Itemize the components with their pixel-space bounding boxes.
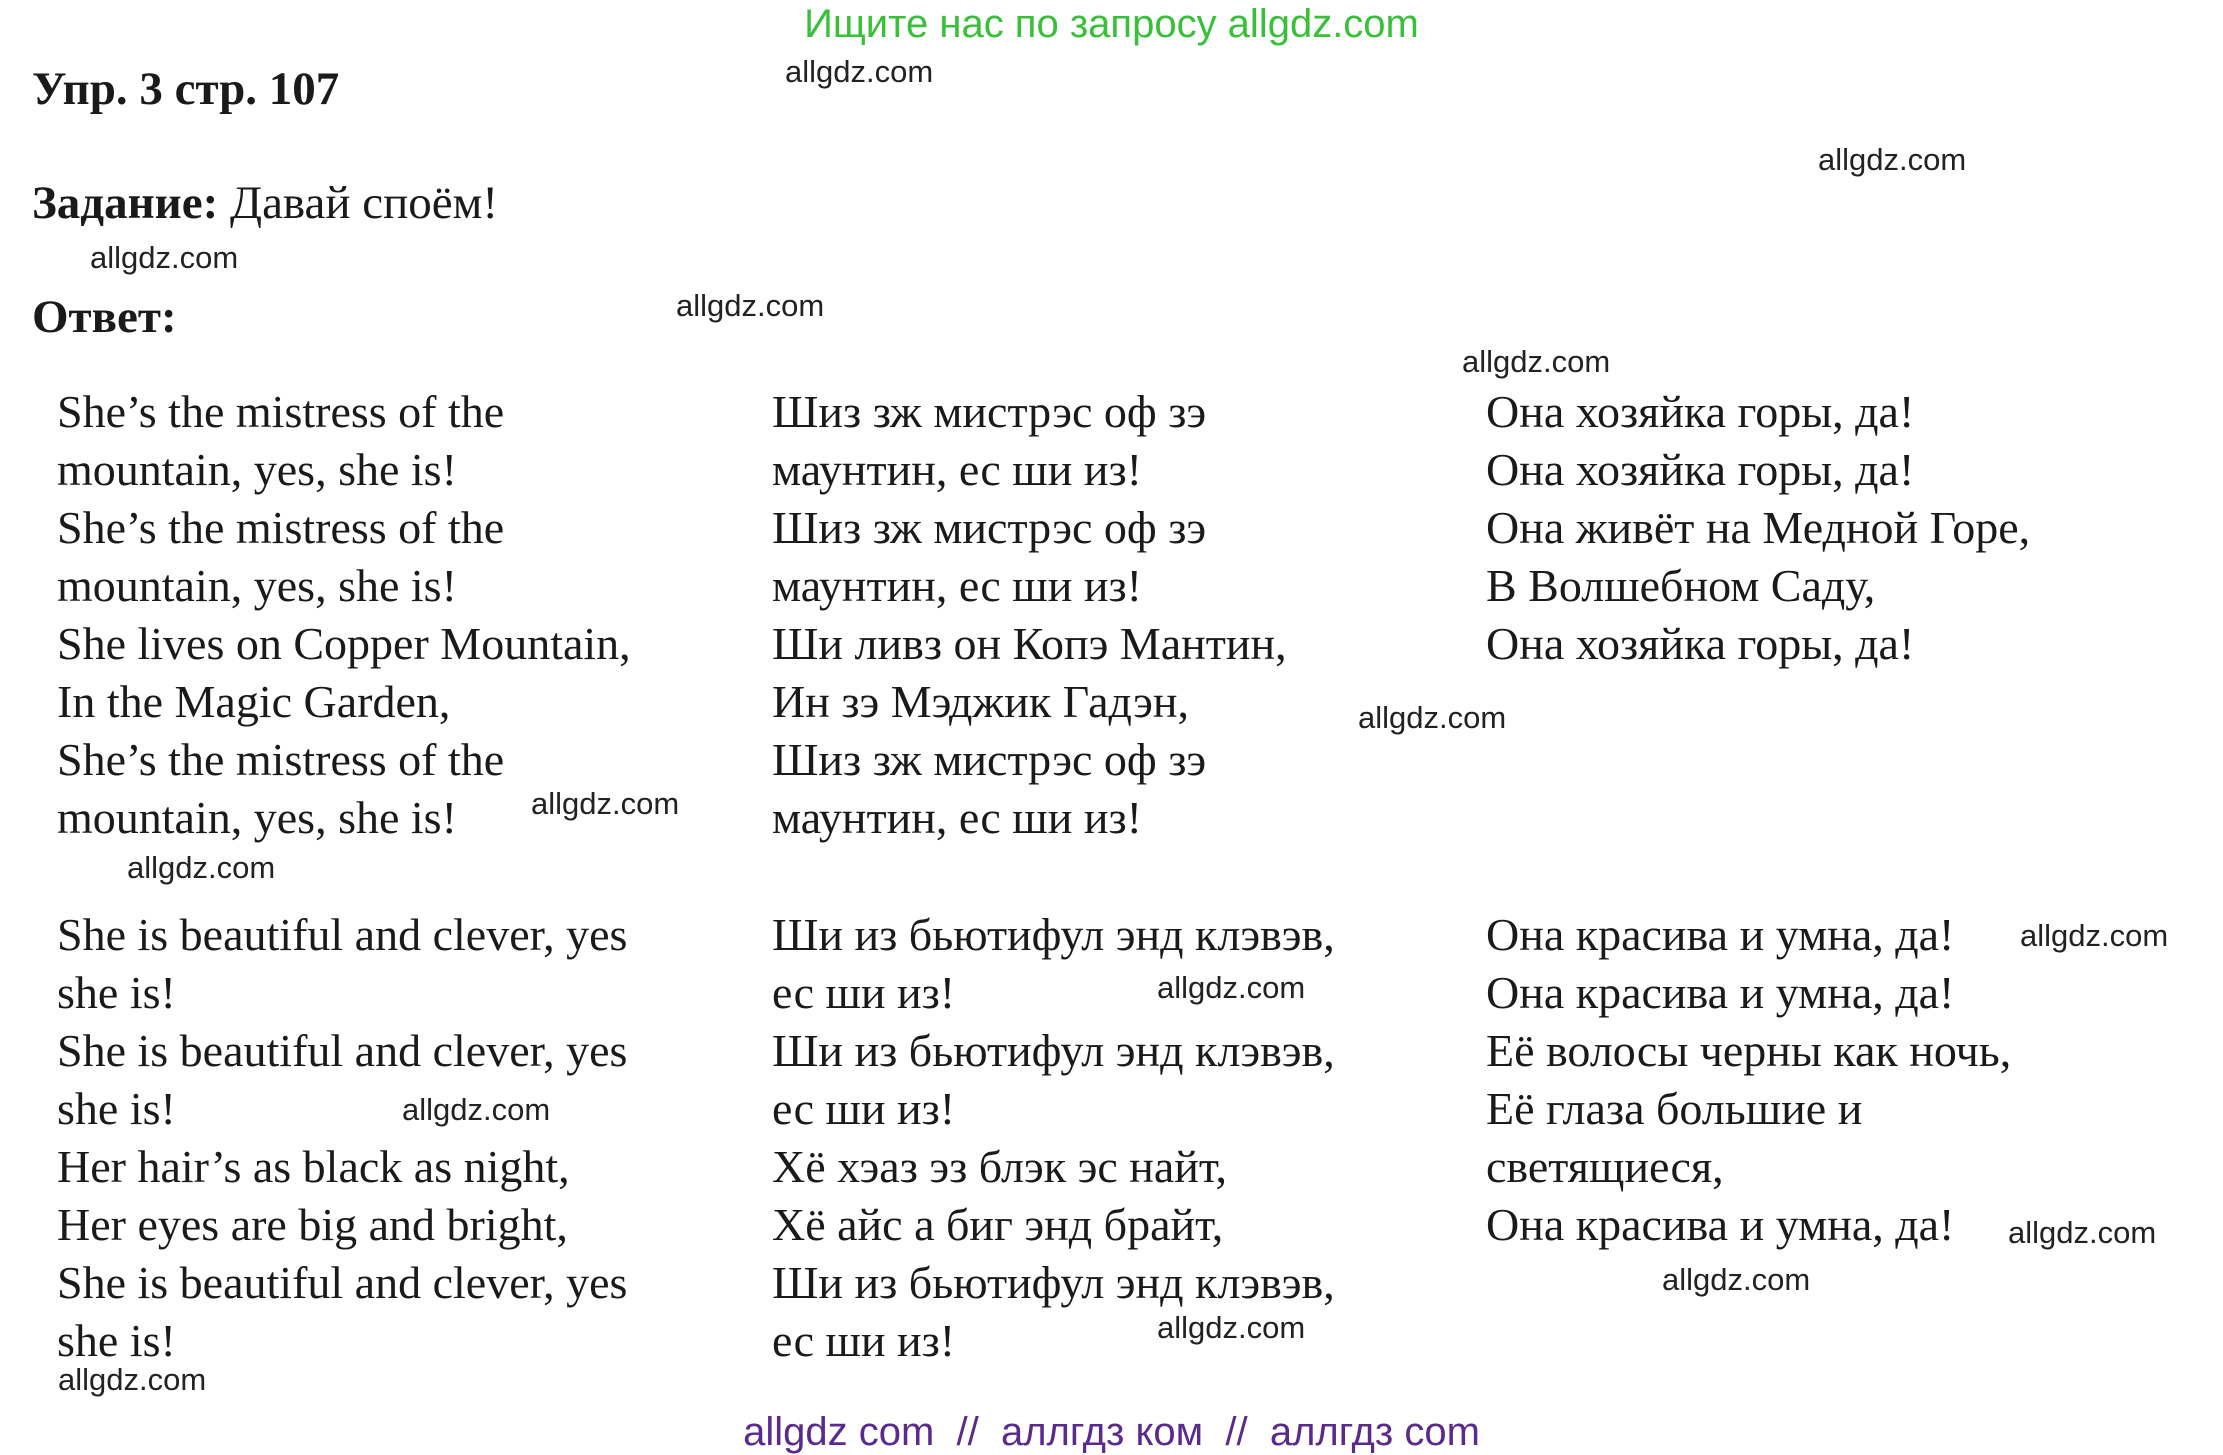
verse1-translation [1486,383,2030,673]
task-line [32,176,498,230]
watermark: allgdz.com [58,1362,207,1397]
lyric-line: маунтин, ес ши из! [772,560,1142,611]
lyric-line: Хё айс а биг энд брайт, [772,1199,1224,1250]
lyric-line: mountain, yes, she is! [57,444,457,495]
lyric-line: ес ши из! [772,967,956,1018]
watermark: allgdz.com [2020,918,2169,953]
answer-label: Ответ: [32,291,177,343]
lyric-line: В Волшебном Саду, [1486,560,1876,611]
lyric-line: Её глаза большие и [1486,1083,1863,1134]
watermark: allgdz.com [785,54,934,89]
exercise-title: Упр. 3 стр. 107 [32,63,340,115]
top-banner: Ищите нас по запросу allgdz.com [804,2,1419,46]
lyric-line: mountain, yes, she is! [57,792,457,843]
watermark: allgdz.com [90,240,239,275]
verse1-english [57,383,631,847]
watermark: allgdz.com [402,1092,551,1127]
lyric-line: She’s the mistress of the [57,734,505,785]
lyric-line: ес ши из! [772,1083,956,1134]
lyric-line: Хё хэаз эз блэк эс найт, [772,1141,1228,1192]
lyric-line: mountain, yes, she is! [57,560,457,611]
lyric-line: Ши ливз он Копэ Мантин, [772,618,1287,669]
lyric-line: Она хозяйка горы, да! [1486,386,1915,437]
lyric-line: she is! [57,967,176,1018]
lyric-line: she is! [57,1315,176,1366]
lyric-line: Her eyes are big and bright, [57,1199,568,1250]
lyric-line: Она хозяйка горы, да! [1486,444,1915,495]
watermark: allgdz.com [676,288,825,323]
task-text: Давай споём! [230,177,499,229]
lyric-line: Шиз зж мистрэс оф зэ [772,386,1207,437]
lyric-line: She’s the mistress of the [57,386,505,437]
lyric-line: she is! [57,1083,176,1134]
lyric-line: She is beautiful and clever, yes [57,1257,628,1308]
watermark: allgdz.com [1662,1262,1811,1297]
lyric-line: Ин зэ Мэджик Гадэн, [772,676,1189,727]
watermark: allgdz.com [2008,1215,2157,1250]
footer-links: allgdz com // аллгдз ком // аллгдз com [743,1410,1480,1454]
lyric-line: Её волосы черны как ночь, [1486,1025,2012,1076]
lyric-line: Her hair’s as black as night, [57,1141,570,1192]
verse2-english [57,906,627,1370]
lyric-line: Она живёт на Медной Горе, [1486,502,2031,553]
lyric-line: Она красива и умна, да! [1486,909,1955,960]
watermark: allgdz.com [1462,344,1611,379]
task-label: Задание: [32,177,219,229]
lyric-line: маунтин, ес ши из! [772,444,1142,495]
verse1-transcription [772,383,1287,847]
lyric-line: She lives on Copper Mountain, [57,618,631,669]
lyric-line: Ши из бьютифул энд клэвэв, [772,909,1335,960]
lyric-line: She’s the mistress of the [57,502,505,553]
lyric-line: Ши из бьютифул энд клэвэв, [772,1257,1335,1308]
watermark: allgdz.com [127,850,276,885]
watermark: allgdz.com [1157,1310,1306,1345]
lyric-line: ес ши из! [772,1315,956,1366]
lyric-line: светящиеся, [1486,1141,1724,1192]
lyric-line: Она хозяйка горы, да! [1486,618,1915,669]
watermark: allgdz.com [1157,970,1306,1005]
watermark: allgdz.com [1358,700,1507,735]
lyric-line: Ши из бьютифул энд клэвэв, [772,1025,1335,1076]
verse2-translation [1486,906,2011,1254]
lyric-line: Шиз зж мистрэс оф зэ [772,502,1207,553]
lyric-line: In the Magic Garden, [57,676,451,727]
lyric-line: Шиз зж мистрэс оф зэ [772,734,1207,785]
lyric-line: Она красива и умна, да! [1486,967,1955,1018]
lyric-line: She is beautiful and clever, yes [57,909,628,960]
lyric-line: Она красива и умна, да! [1486,1199,1955,1250]
lyric-line: She is beautiful and clever, yes [57,1025,628,1076]
watermark: allgdz.com [1818,142,1967,177]
watermark: allgdz.com [531,786,680,821]
lyric-line: маунтин, ес ши из! [772,792,1142,843]
